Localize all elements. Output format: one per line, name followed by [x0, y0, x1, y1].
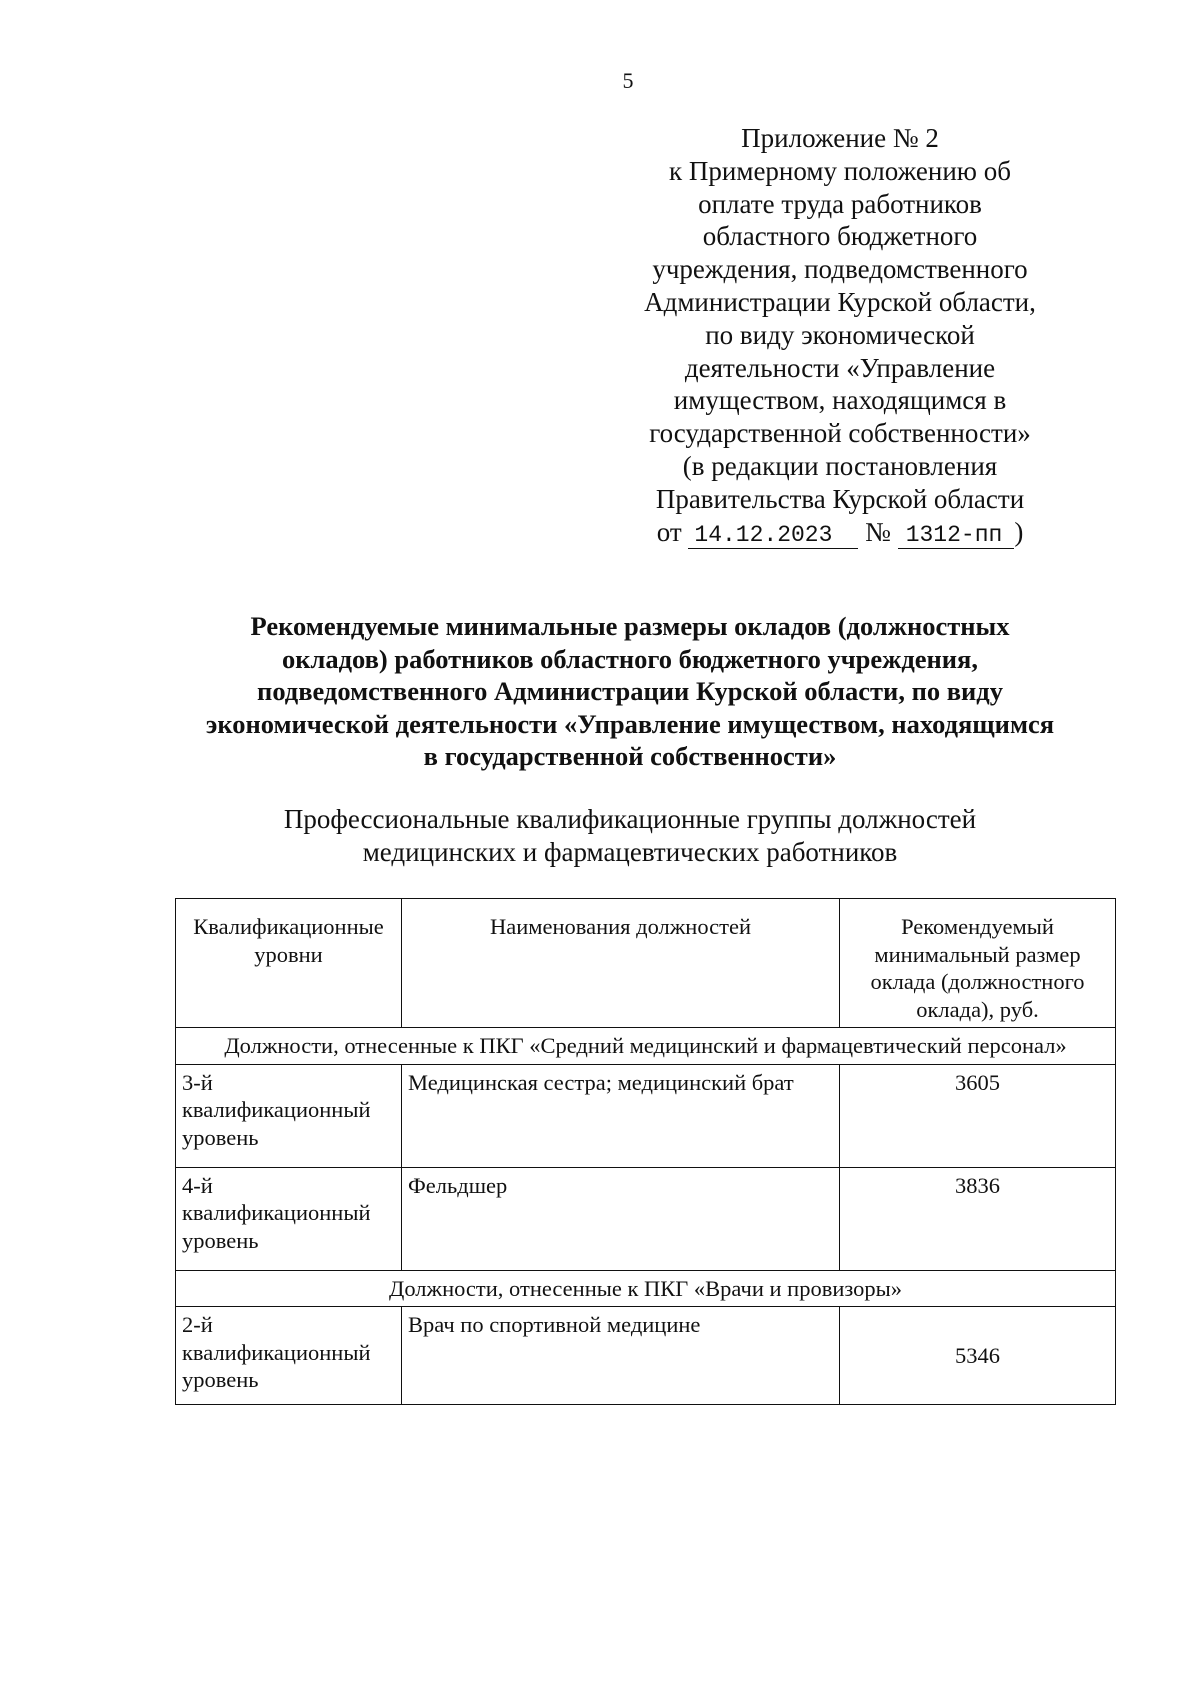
annex-line: по виду экономической [705, 319, 975, 350]
annex-line: деятельности «Управление [684, 352, 996, 383]
group-row [176, 1028, 1116, 1065]
title-line: подведомственного Администрации Курской области, по виду [257, 676, 1003, 706]
salary-cell: 3605 [840, 1064, 1116, 1167]
level-cell: 2-й квалификационный уровень [176, 1307, 402, 1405]
annex-line: (в редакции постановления [682, 450, 998, 481]
table-row [176, 1307, 1116, 1405]
level-cell: 4-й квалификационный уровень [176, 1167, 402, 1270]
page-number: 5 [622, 68, 634, 93]
annex-line: учреждения, подведомственного [652, 254, 1028, 285]
close-paren: ) [1014, 516, 1024, 547]
group-row [176, 1270, 1116, 1307]
salary-cell: 3836 [840, 1167, 1116, 1270]
table-row [176, 1064, 1116, 1167]
resolution-date-line [610, 516, 1070, 549]
document-title [150, 610, 1110, 773]
date-prefix: от [656, 516, 682, 547]
group-title: Должности, отнесенные к ПКГ «Средний медицинский и фармацевтический персонал» [176, 1028, 1116, 1065]
annex-line: областного бюджетного [702, 221, 978, 252]
header-levels: Квалификационные уровни [176, 899, 402, 1028]
annex-line: Приложение № 2 [741, 123, 939, 153]
resolution-date: 14.12.2023 [688, 522, 858, 549]
annex-header [610, 122, 1070, 549]
annex-line: государственной собственности» [649, 418, 1031, 449]
position-cell: Врач по спортивной медицине [402, 1307, 840, 1405]
annex-line: Правительства Курской области [655, 483, 1025, 514]
table-subtitle [200, 803, 1060, 869]
table-header-row [176, 899, 1116, 1028]
header-positions: Наименования должностей [402, 899, 840, 1028]
resolution-number: 1312-пп [898, 522, 1015, 549]
title-line: окладов) работников областного бюджетного учреждения, [281, 643, 979, 674]
title-line: в государственной собственности» [423, 741, 837, 771]
position-cell: Медицинская сестра; медицинский брат [402, 1064, 840, 1167]
table-row [176, 1167, 1116, 1270]
header-salary: Рекомендуемый минимальный размер оклада (должностного оклада), руб. [840, 899, 1116, 1028]
annex-line: оплате труда работников [698, 188, 982, 219]
position-cell: Фельдшер [402, 1167, 840, 1270]
title-line: экономической деятельности «Управление имуществом, находящимся [205, 708, 1055, 739]
subtitle-line: Профессиональные квалификационные группы должностей [283, 804, 977, 834]
subtitle-line: медицинских и фармацевтических работников [362, 837, 898, 867]
annex-line: Администрации Курской области, [644, 286, 1036, 317]
salary-cell: 5346 [840, 1307, 1116, 1405]
level-cell: 3-й квалификационный уровень [176, 1064, 402, 1167]
salary-table [175, 898, 1116, 1405]
number-sign: № [865, 516, 891, 547]
title-line: Рекомендуемые минимальные размеры окладов (должностных [250, 611, 1010, 641]
annex-line: имуществом, находящимся в [673, 385, 1007, 416]
annex-line: к Примерному положению об [669, 155, 1011, 186]
group-title: Должности, отнесенные к ПКГ «Врачи и провизоры» [176, 1270, 1116, 1307]
